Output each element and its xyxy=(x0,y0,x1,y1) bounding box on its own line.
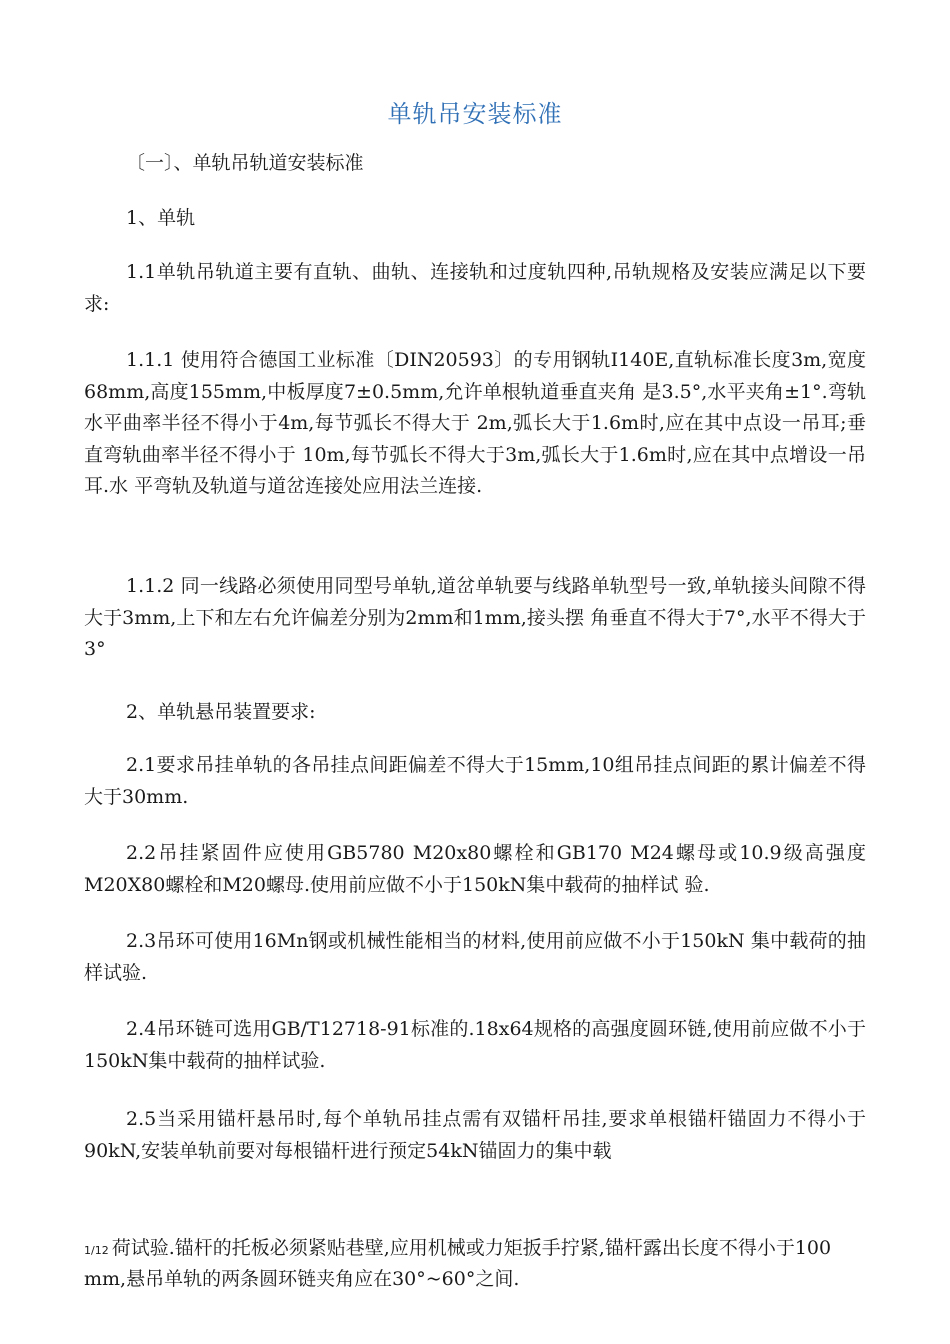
subsection-heading-rail: 1、单轨 xyxy=(126,207,196,229)
paragraph-1-1-1: 1.1.1 使用符合德国工业标准〔DIN20593〕的专用钢轨I140E,直轨标准长度3m,宽度68mm,高度155mm,中板厚度7±0.5mm,允许单根轨道垂直夹角 是3.5°,水平夹角±1°.弯轨水平曲率半径不得小于4m,每节弧长不得大于 2m,弧长大于1.6m时,应在其中点设一吊耳;垂直弯轨曲率半径不得小于 10m,每节弧长不得大于3m,弧长大于1.6m时,应在其中点增设一吊耳.水 平弯轨及轨道与道岔连接处应用法兰连接. xyxy=(84,349,866,497)
paragraph-1-1: 1.1单轨吊轨道主要有直轨、曲轨、连接轨和过度轨四种,吊轨规格及安装应满足以下要求: xyxy=(84,261,866,315)
page-footer xyxy=(84,1234,866,1293)
subsection-heading-suspension: 2、单轨悬吊装置要求: xyxy=(126,701,316,723)
paragraph-1-1-2: 1.1.2 同一线路必须使用同型号单轨,道岔单轨要与线路单轨型号一致,单轨接头间隙不得大于3mm,上下和左右允许偏差分别为2mm和1mm,接头摆 角垂直不得大于7°,水平不得大于3° xyxy=(84,575,866,660)
paragraph-2-5: 2.5当采用锚杆悬吊时,每个单轨吊挂点需有双锚杆吊挂,要求单根锚杆锚固力不得小于90kN,安装单轨前要对每根锚杆进行预定54kN锚固力的集中载 xyxy=(84,1108,866,1162)
document-title: 单轨吊安装标准 xyxy=(387,100,563,128)
paragraph-2-3: 2.3吊环可使用16Mn钢或机械性能相当的材料,使用前应做不小于150kN 集中载荷的抽样试验. xyxy=(84,930,866,984)
paragraph-2-1: 2.1要求吊挂单轨的各吊挂点间距偏差不得大于15mm,10组吊挂点间距的累计偏差不得大于30mm. xyxy=(84,754,866,808)
paragraph-2-4: 2.4吊环链可选用GB/T12718-91标准的.18x64规格的高强度圆环链,使用前应做不小于150kN集中载荷的抽样试验. xyxy=(84,1018,866,1072)
paragraph-2-2: 2.2吊挂紧固件应使用GB5780 M20x80螺栓和GB170 M24螺母或10.9级高强度M20X80螺栓和M20螺母.使用前应做不小于150kN集中载荷的抽样试 验. xyxy=(84,842,866,896)
section-heading-1: 〔一〕、单轨吊轨道安装标准 xyxy=(126,152,364,174)
footer-continuation-text: 荷试验.锚杆的托板必须紧贴巷壁,应用机械或力矩扳手拧紧,锚杆露出长度不得小于100 mm,悬吊单轨的两条圆环链夹角应在30°~60°之间. xyxy=(84,1237,832,1290)
page-number: 1/12 xyxy=(84,1244,109,1257)
